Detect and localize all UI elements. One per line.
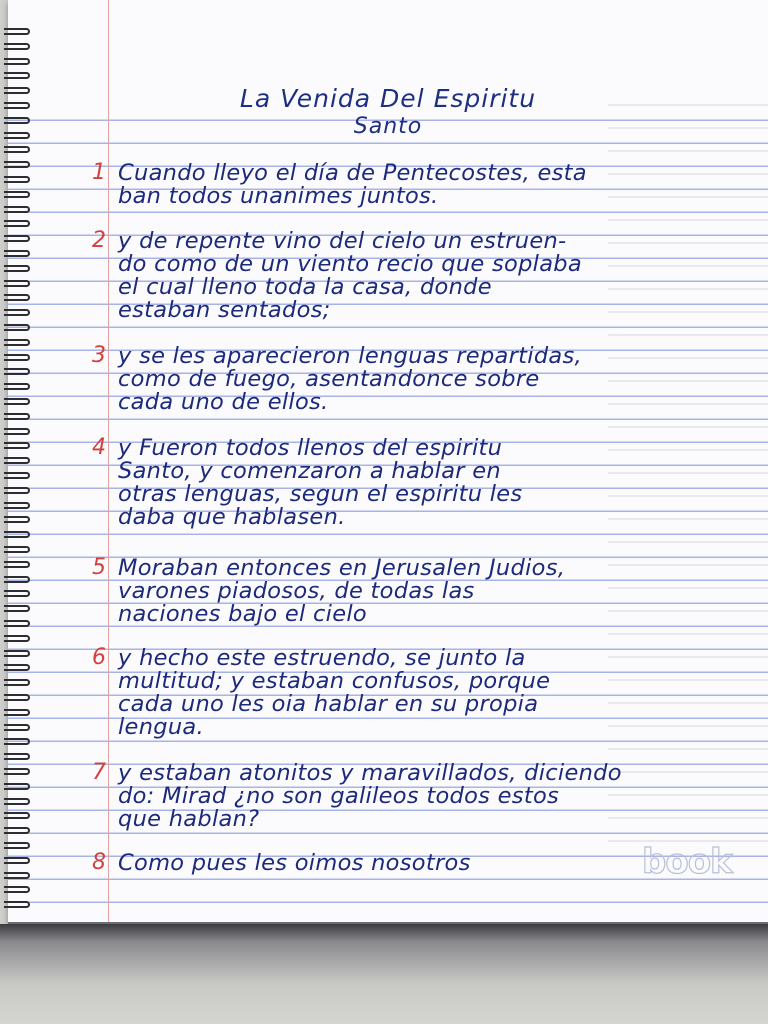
- verse-line: estaban sentados;: [118, 297, 331, 323]
- verse-5: [118, 557, 708, 626]
- verse-line: que hablan?: [118, 806, 260, 832]
- spiral-ring: [4, 886, 30, 893]
- spiral-ring: [4, 664, 30, 671]
- page-title: La Venida Del Espiritu: [239, 84, 537, 113]
- spiral-ring: [4, 309, 30, 316]
- spiral-ring: [4, 842, 30, 849]
- verse-line: y estaban atonitos y maravillados, diciendo: [118, 760, 622, 786]
- spiral-ring: [4, 206, 30, 213]
- spiral-ring: [4, 457, 30, 464]
- spiral-ring: [4, 576, 30, 583]
- verse-line: do como de un viento recio que soplaba: [118, 251, 582, 277]
- spiral-ring: [4, 857, 30, 864]
- verse-8: [118, 852, 708, 875]
- verse-line: Cuando lleyo el día de Pentecostes, esta: [118, 160, 587, 186]
- spiral-ring: [4, 294, 30, 301]
- verse-line: otras lenguas, segun el espiritu les: [118, 481, 523, 507]
- verse-line: y Fueron todos llenos del espiritu: [118, 435, 503, 461]
- spiral-ring: [4, 620, 30, 627]
- verse-number: 4: [92, 435, 106, 460]
- spiral-ring: [4, 265, 30, 272]
- verse-line: Como pues les oimos nosotros: [118, 850, 471, 876]
- spiral-ring: [4, 561, 30, 568]
- verse-line: daba que hablasen.: [118, 504, 346, 530]
- verse-line: Santo, y comenzaron a hablar en: [118, 458, 501, 484]
- spiral-ring: [4, 250, 30, 257]
- verse-number: 6: [92, 645, 106, 670]
- verse-3: [118, 345, 708, 414]
- spiral-ring: [4, 531, 30, 538]
- spiral-ring: [4, 724, 30, 731]
- brand-logo: book: [642, 842, 732, 882]
- spiral-ring: [4, 516, 30, 523]
- spiral-ring: [4, 783, 30, 790]
- verse-line: varones piadosos, de todas las: [118, 578, 475, 604]
- notebook-page: [8, 0, 768, 925]
- verse-number: 2: [92, 228, 106, 253]
- spiral-ring: [4, 442, 30, 449]
- desk-shadow: [0, 924, 768, 1024]
- spiral-ring: [4, 472, 30, 479]
- verse-line: lengua.: [118, 714, 204, 740]
- spiral-ring: [4, 812, 30, 819]
- verse-line: Moraban entonces en Jerusalen Judios,: [118, 555, 566, 581]
- verse-number: 1: [92, 160, 106, 185]
- spiral-ring: [4, 605, 30, 612]
- spiral-ring: [4, 753, 30, 760]
- spiral-ring: [4, 161, 30, 168]
- spiral-ring: [4, 102, 30, 109]
- spiral-ring: [4, 428, 30, 435]
- verse-2: [118, 230, 708, 322]
- spiral-ring: [4, 132, 30, 139]
- verse-line: y se les aparecieron lenguas repartidas,: [118, 343, 582, 369]
- spiral-ring: [4, 901, 30, 908]
- spiral-ring: [4, 87, 30, 94]
- verse-line: cada uno les oia hablar en su propia: [118, 691, 539, 717]
- verse-number: 8: [92, 850, 106, 875]
- spiral-ring: [4, 709, 30, 716]
- spiral-ring: [4, 650, 30, 657]
- spiral-ring: [4, 43, 30, 50]
- spiral-ring: [4, 487, 30, 494]
- spiral-ring: [4, 280, 30, 287]
- verse-line: y de repente vino del cielo un estruen-: [118, 228, 567, 254]
- spiral-ring: [4, 738, 30, 745]
- spiral-ring: [4, 798, 30, 805]
- spiral-ring: [4, 176, 30, 183]
- verse-line: do: Mirad ¿no son galileos todos estos: [118, 783, 560, 809]
- spiral-ring: [4, 72, 30, 79]
- verse-7: [118, 762, 708, 831]
- verse-line: multitud; y estaban confusos, porque: [118, 668, 551, 694]
- spiral-binding: [0, 28, 34, 918]
- spiral-ring: [4, 191, 30, 198]
- spiral-ring: [4, 413, 30, 420]
- spiral-ring: [4, 590, 30, 597]
- verse-line: cada uno de ellos.: [118, 389, 329, 415]
- spiral-ring: [4, 146, 30, 153]
- spiral-ring: [4, 398, 30, 405]
- verse-6: [118, 647, 708, 739]
- verse-number: 5: [92, 555, 106, 580]
- spiral-ring: [4, 679, 30, 686]
- spiral-ring: [4, 694, 30, 701]
- spiral-ring: [4, 635, 30, 642]
- verse-4: [118, 437, 708, 529]
- spiral-ring: [4, 220, 30, 227]
- spiral-ring: [4, 546, 30, 553]
- verse-number: 7: [92, 760, 106, 785]
- spiral-ring: [4, 117, 30, 124]
- verse-line: ban todos unanimes juntos.: [118, 183, 439, 209]
- spiral-ring: [4, 872, 30, 879]
- spiral-ring: [4, 502, 30, 509]
- verse-1: [118, 162, 708, 208]
- verse-line: como de fuego, asentandonce sobre: [118, 366, 540, 392]
- verse-line: el cual lleno toda la casa, donde: [118, 274, 492, 300]
- spiral-ring: [4, 324, 30, 331]
- verse-number: 3: [92, 343, 106, 368]
- spiral-ring: [4, 768, 30, 775]
- spiral-ring: [4, 827, 30, 834]
- spiral-ring: [4, 339, 30, 346]
- verse-line: y hecho este estruendo, se junto la: [118, 645, 526, 671]
- spiral-ring: [4, 354, 30, 361]
- spiral-ring: [4, 58, 30, 65]
- page-subtitle: Santo: [353, 114, 423, 139]
- spiral-ring: [4, 235, 30, 242]
- spiral-ring: [4, 368, 30, 375]
- verse-line: naciones bajo el cielo: [118, 601, 367, 627]
- spiral-ring: [4, 383, 30, 390]
- spiral-ring: [4, 28, 30, 35]
